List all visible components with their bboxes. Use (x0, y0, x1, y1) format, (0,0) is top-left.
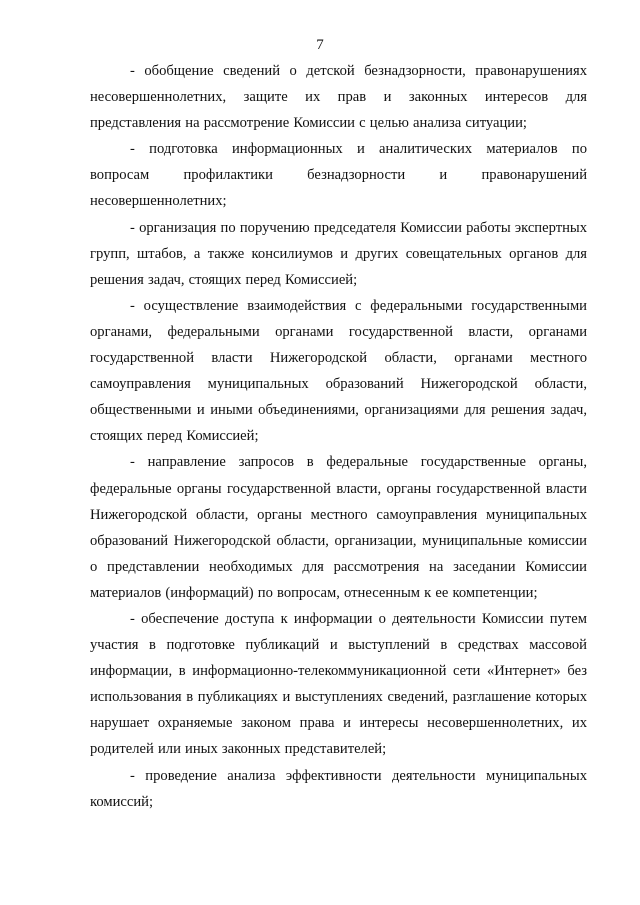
paragraph-sending-requests: - направление запросов в федеральные государственные органы, федеральные органы государственной власти, органы государственной власти Нижегородской области, органы местного самоуправления муниципальных образований Нижегородской области, организации, муниципальные комиссии о представлении необходимых для рассмотрения на заседании Комиссии материалов (информаций) по вопросам, отнесенным к ее компетенции; (90, 454, 587, 601)
paragraph-preparation-of-materials: - подготовка информационных и аналитических материалов по вопросам профилактики безнадзорности и правонарушений несовершеннолетних; (90, 141, 587, 210)
document-body (90, 58, 587, 815)
paragraph-access-to-information: - обеспечение доступа к информации о деятельности Комиссии путем участия в подготовке публикаций и выступлений в средствах массовой информации, в информационно-телекоммуникационной сети «Интернет» без использования в публикациях и выступлениях сведений, разглашение которых нарушает охраняемые законом права и интересы несовершеннолетних, их родителей или иных законных представителей; (90, 610, 587, 758)
page-number: 7 (316, 37, 324, 53)
paragraph-organization-of-groups: - организация по поручению председателя Комиссии работы экспертных групп, штабов, а также консилиумов и других совещательных органов для решения задач, стоящих перед Комиссией; (90, 219, 587, 288)
paragraph-summary-of-data: - обобщение сведений о детской безнадзорности, правонарушениях несовершеннолетних, защите их прав и законных интересов для представления на рассмотрение Комиссии с целью анализа ситуации; (90, 63, 587, 132)
paragraph-efficiency-analysis: - проведение анализа эффективности деятельности муниципальных комиссий; (90, 767, 587, 810)
paragraph-interaction-with-bodies: - осуществление взаимодействия с федеральными государственными органами, федеральными органами государственной власти, органами государственной власти Нижегородской области, органами местного самоуправления муниципальных образований Нижегородской области, общественными и иными объединениями, организациями для решения задач, стоящих перед Комиссией; (90, 297, 587, 445)
